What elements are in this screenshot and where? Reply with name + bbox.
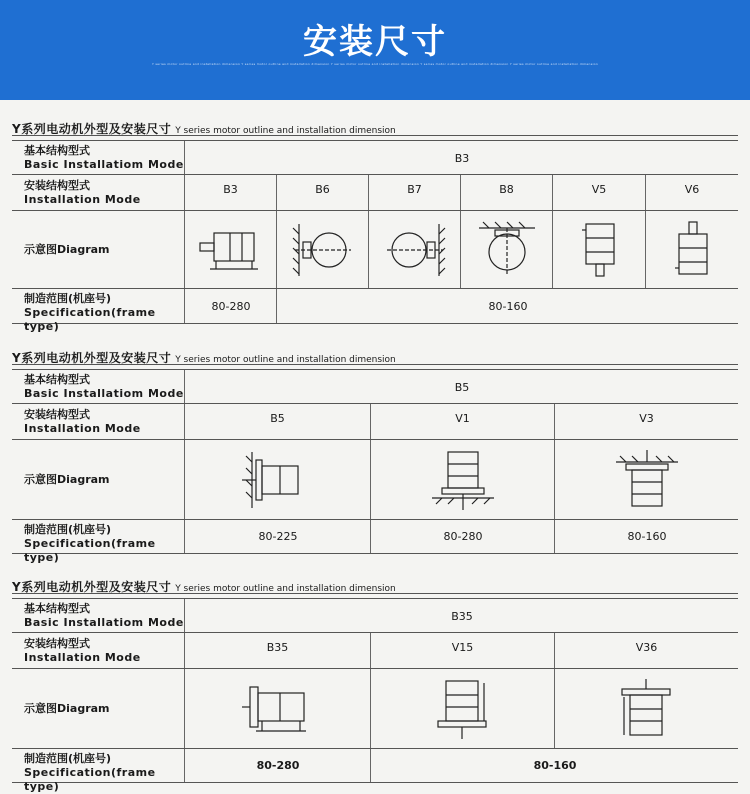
diagram-v15 bbox=[370, 669, 555, 749]
motor-vertical-up-icon bbox=[671, 218, 715, 282]
mode-b6: B6 bbox=[276, 175, 368, 211]
motor-ceiling-icon bbox=[475, 220, 539, 280]
basic-mode-row bbox=[12, 598, 738, 633]
section-title-cn: Y系列电动机外型及安装尺寸 bbox=[12, 580, 172, 594]
diagram-row bbox=[12, 439, 738, 520]
motor-vertical-flange-icon bbox=[428, 448, 498, 512]
diagram-b5 bbox=[184, 440, 371, 520]
spec-b3: 80-280 bbox=[184, 289, 277, 323]
diagram-b35 bbox=[184, 669, 371, 749]
section-rule bbox=[12, 364, 738, 365]
spec-b35: 80-280 bbox=[184, 749, 371, 782]
spec-row bbox=[12, 748, 738, 793]
spec-others: 80-160 bbox=[276, 289, 739, 323]
basic-mode-label: 基本结构型式 Basic Installatiom Mode bbox=[24, 373, 184, 400]
section-rule bbox=[12, 593, 738, 594]
mode-v5: V5 bbox=[552, 175, 645, 211]
spec-v3: 80-160 bbox=[554, 520, 739, 553]
install-mode-row bbox=[12, 403, 738, 440]
mode-b3: B3 bbox=[184, 175, 276, 211]
motor-vertical-foot-flange-up-icon bbox=[612, 677, 682, 741]
install-mode-row bbox=[12, 632, 738, 669]
motor-flange-icon bbox=[238, 448, 318, 512]
motor-wall-side-icon bbox=[291, 220, 355, 280]
banner-fine-print: Y series motor outline and installation dimension Y series motor outline and installation dimension Y series motor outline and installation dimension Y series motor outline and installation dimension Y series motor outline and installation dimension bbox=[151, 62, 599, 66]
motor-foot-icon bbox=[196, 225, 266, 275]
basic-mode-value: B5 bbox=[184, 370, 739, 404]
basic-mode-label: 基本结构型式 Basic Installatiom Mode bbox=[24, 602, 184, 629]
motor-wall-side-icon bbox=[383, 220, 447, 280]
diagram-b8 bbox=[460, 211, 553, 289]
section-title-en: Y series motor outline and installation dimension bbox=[175, 355, 396, 365]
mode-b5: B5 bbox=[184, 404, 370, 440]
mode-b35: B35 bbox=[184, 633, 370, 669]
spec-label: 制造范围(机座号) Specification(frame type) bbox=[24, 292, 156, 333]
spec-row bbox=[12, 288, 738, 333]
diagram-v36 bbox=[554, 669, 739, 749]
install-mode-label: 安装结构型式 Installation Mode bbox=[24, 179, 141, 206]
basic-mode-row bbox=[12, 140, 738, 175]
motor-vertical-down-icon bbox=[578, 218, 622, 282]
spec-b5: 80-225 bbox=[184, 520, 371, 553]
spec-others: 80-160 bbox=[370, 749, 739, 782]
diagram-row bbox=[12, 210, 738, 289]
diagram-v5 bbox=[552, 211, 646, 289]
spec-row bbox=[12, 519, 738, 564]
basic-mode-value: B35 bbox=[184, 599, 739, 633]
basic-mode-label: 基本结构型式 Basic Installatiom Mode bbox=[24, 144, 184, 171]
mode-v6: V6 bbox=[645, 175, 738, 211]
section-title-en: Y series motor outline and installation dimension bbox=[175, 126, 396, 136]
motor-foot-flange-icon bbox=[238, 677, 318, 741]
basic-mode-value: B3 bbox=[184, 141, 739, 175]
section-title-en: Y series motor outline and installation dimension bbox=[175, 584, 396, 594]
section-title-cn: Y系列电动机外型及安装尺寸 bbox=[12, 122, 172, 136]
install-mode-label: 安装结构型式 Installation Mode bbox=[24, 408, 141, 435]
diagram-b7 bbox=[368, 211, 461, 289]
mode-b7: B7 bbox=[368, 175, 460, 211]
diagram-v3 bbox=[554, 440, 739, 520]
page-title: 安装尺寸 bbox=[303, 22, 447, 62]
diagram-v6 bbox=[645, 211, 739, 289]
mode-v36: V36 bbox=[554, 633, 738, 669]
spec-label: 制造范围(机座号) Specification(frame type) bbox=[24, 752, 156, 793]
mode-v15: V15 bbox=[370, 633, 554, 669]
basic-mode-row bbox=[12, 369, 738, 404]
section-title-cn: Y系列电动机外型及安装尺寸 bbox=[12, 351, 172, 365]
mode-v3: V3 bbox=[554, 404, 738, 440]
motor-vertical-foot-flange-icon bbox=[428, 677, 498, 741]
diagram-b3 bbox=[184, 211, 277, 289]
section-rule bbox=[12, 135, 738, 136]
install-mode-row bbox=[12, 174, 738, 211]
diagram-b6 bbox=[276, 211, 369, 289]
diagram-row bbox=[12, 668, 738, 749]
mode-b8: B8 bbox=[460, 175, 552, 211]
header-banner bbox=[0, 0, 750, 100]
mode-v1: V1 bbox=[370, 404, 554, 440]
diagram-label: 示意图Diagram bbox=[24, 473, 110, 486]
diagram-label: 示意图Diagram bbox=[24, 243, 110, 256]
install-mode-label: 安装结构型式 Installation Mode bbox=[24, 637, 141, 664]
diagram-v1 bbox=[370, 440, 555, 520]
spec-label: 制造范围(机座号) Specification(frame type) bbox=[24, 523, 156, 564]
spec-v1: 80-280 bbox=[370, 520, 555, 553]
motor-vertical-flange-up-icon bbox=[612, 448, 682, 512]
diagram-label: 示意图Diagram bbox=[24, 702, 110, 715]
